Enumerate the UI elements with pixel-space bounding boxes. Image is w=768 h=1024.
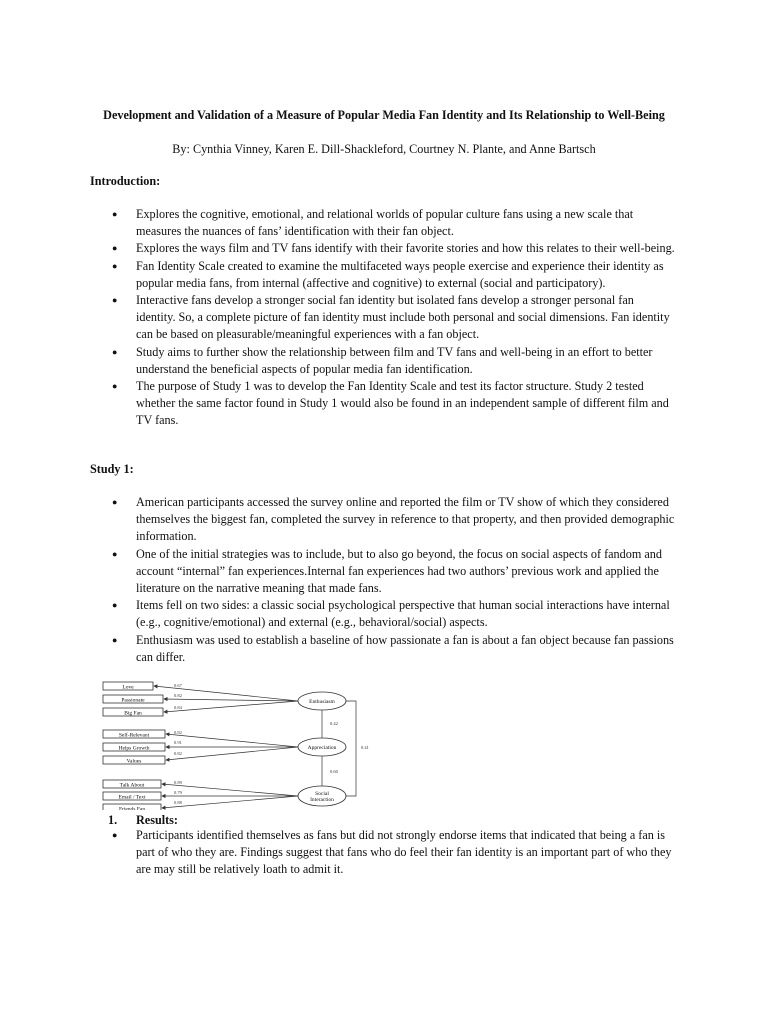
bullet-icon: ● [112, 346, 118, 357]
introduction-heading: Introduction: [90, 174, 161, 188]
bullet-icon: ● [112, 295, 118, 306]
loading-path [162, 784, 298, 796]
results-heading: 1. Results: [108, 813, 178, 827]
document-title: Development and Validation of a Measure of Popular Media Fan Identity and Its Relationship to Well-Being [103, 108, 665, 122]
bullet-icon: ● [112, 634, 118, 645]
loading-value: 0.89 [174, 780, 182, 785]
loading-value: 0.82 [174, 730, 182, 735]
indicator-label: Self-Relevant [118, 732, 150, 739]
list-item: ● One of the initial strategies was to include, but to also go beyond, the focus on social aspects of fandom and account “internal” fan experiences.Internal fan experiences had two authors’ previous work and applied the literature on the narrative meaning that made fans. [112, 546, 662, 596]
bullet-icon: ● [112, 209, 118, 219]
results-number: 1. [108, 813, 118, 827]
factor-label: Social [315, 791, 329, 797]
loading-value: 0.91 [174, 740, 182, 745]
loading-value: 0.67 [174, 683, 182, 688]
correlation-value: 0.60 [330, 769, 338, 774]
author-byline: By: Cynthia Vinney, Karen E. Dill-Shackleford, Courtney N. Plante, and Anne Bartsch [172, 142, 596, 156]
loading-path [166, 734, 298, 747]
factor-label: Appreciation [307, 745, 337, 751]
loading-path [162, 796, 298, 808]
factor-model-diagram [100, 676, 390, 810]
list-item: ● Explores the cognitive, emotional, and relational worlds of popular culture fans using a new scale that measures the nuances of fans’ identification with their fan object. [112, 207, 634, 239]
loading-value: 0.82 [174, 751, 182, 756]
indicator-label: Helps Growth [118, 745, 150, 752]
indicator-label: Love [122, 684, 134, 691]
correlation-value: 0.42 [330, 721, 338, 726]
factor-label: Enthusiasm [309, 699, 335, 705]
indicator-label: Values [126, 758, 142, 765]
bullet-icon: ● [112, 830, 118, 840]
results-list [0, 827, 676, 879]
indicator-label: Talk About [119, 782, 145, 789]
indicator-label: Friends Fan [118, 806, 146, 810]
loading-path [164, 701, 298, 712]
list-item: ● Fan Identity Scale created to examine the multifaceted ways people exercise and experience their identity as popular media fans, from internal (affective and cognitive) to external (social and participatory). [112, 258, 664, 290]
loading-path [164, 699, 298, 701]
list-item: ● Items fell on two sides: a classic social psychological perspective that human social interactions have internal (e.g., cognitive/emotional) and external (e.g., behavioral/social) aspects. [112, 598, 670, 630]
bullet-icon: ● [112, 381, 118, 392]
bullet-icon: ● [112, 497, 118, 507]
loading-value: 0.88 [174, 800, 182, 805]
indicator-label: Email / Text [118, 794, 146, 801]
study1-list [0, 494, 676, 666]
loading-value: 0.84 [174, 705, 182, 710]
indicator-label: Big Fan [124, 710, 142, 717]
loading-value: 0.79 [174, 790, 182, 795]
study1-heading: Study 1: [90, 462, 134, 476]
loading-path [166, 747, 298, 760]
list-item: ● Participants identified themselves as fans but did not strongly endorse items that indicated that being a fan is part of who they are. Findings suggest that fans who do feel their fan identity is an important part of who they are may still be relatively loath to admit it. [112, 828, 672, 877]
indicator-label: Passionate [121, 697, 145, 704]
bullet-icon: ● [112, 260, 118, 271]
list-item: ● Enthusiasm was used to establish a baseline of how passionate a fan is about a fan object because fan passions can differ. [112, 632, 674, 664]
list-item: ● Interactive fans develop a stronger social fan identity but isolated fans develop a stronger personal fan identity. So, a complete picture of fan identity must include both personal and social dimensions. Fan identity can be based on pleasurable/meaningful experiences with a fan object. [112, 293, 670, 342]
factor-label: Interaction [310, 797, 334, 803]
correlation-path [346, 701, 356, 796]
list-item: ● Explores the ways film and TV fans identify with their favorite stories and how this relates to their well-being. [0, 240, 676, 257]
list-item: ● Study aims to further show the relationship between film and TV fans and well-being in an effort to better understand the beneficial aspects of popular media fan identification. [112, 344, 653, 376]
bullet-icon: ● [112, 600, 118, 611]
bullet-icon: ● [112, 548, 118, 559]
bullet-icon: ● [112, 243, 118, 254]
correlation-value: 0.41 [361, 745, 369, 750]
loading-value: 0.82 [174, 693, 182, 698]
introduction-list [0, 206, 676, 430]
list-item: ● The purpose of Study 1 was to develop the Fan Identity Scale and test its factor structure. Study 2 tested whether the same factor found in Study 1 would also be found in an independent sample of different film and TV fans. [112, 379, 669, 428]
list-item: ● American participants accessed the survey online and reported the film or TV show of which they considered themselves the biggest fan, completed the survey in reference to that property, and then provided demographic information. [112, 495, 675, 544]
